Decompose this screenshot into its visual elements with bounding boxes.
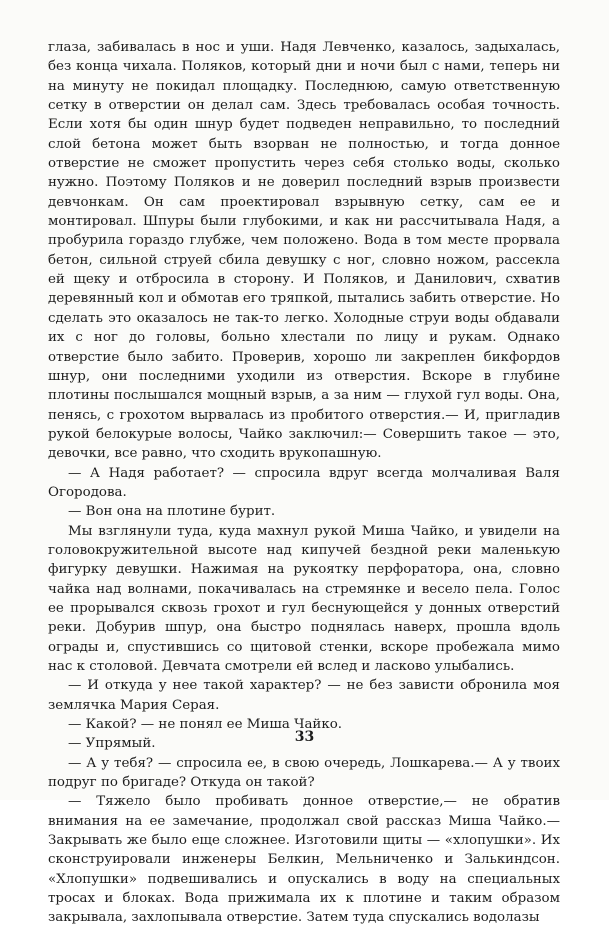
paragraph: — Вон она на плотине бурит. [68,504,276,520]
page-number: 33 [294,729,315,745]
paragraph: — И откуда у нее такой характер? — не без зависти обронила моя землячка Мария Серая. [48,678,560,713]
paragraph: — А Надя работает? — спросила вдруг всегда молчаливая Валя Огородова. [48,465,560,500]
paragraph: — Какой? — не понял ее Миша Чайко. [68,717,343,733]
paragraph: — Упрямый. [68,736,156,752]
paragraph: Мы взглянули туда, куда махнул рукой Миша Чайко, и увидели на головокружительной высоте над кипучей бездной реки маленькую фигурку девушки. Нажимая на рукоятку перфоратора, она, словно чайка над волнами, покачивалась на стремянке и весело пела. Голос ее прорывался сквозь грохот и гул беснующейся у донных отверстий реки. Добурив шпур, она быстро поднялась наверх, прошла вдоль ограды и, спустившись со щитовой стенки, вскоре пробежала мимо нас к столовой. Девчата смотрели ей вслед и ласково улыбались. [48,523,560,674]
body-text [48,38,560,928]
paragraph: глаза, забивалась в нос и уши. Надя Левченко, казалось, задыхалась, без конца чихала. Поляков, который дни и ночи был с нами, теперь ни на минуту не покидал площадку. Последнюю, самую ответственную сетку в отверстии он делал сам. Здесь требовалась особая точность. Если хотя бы один шнур будет подведен неправильно, то последний слой бетона может быть взорван не полностью, и тогда донное отверстие не сможет пропустить через себя столько воды, сколько нужно. Поэтому Поляков и не доверил последний взрыв произвести девчонкам. Он сам проектировал взрывную сетку, сам ее и монтировал. Шпуры были глубокими, и как ни рассчитывала Надя, а пробурила гораздо глубже, чем положено. Вода в том месте прорвала бетон, сильной струей сбила девушку с ног, словно ножом, рассекла ей щеку и отбросила в сторону. И Поляков, и Данилович, схватив деревянный кол и обмотав его тряпкой, пытались забить отверстие. Но сделать это оказалось не так-то легко. Холодные струи воды обдавали их с ног до головы, больно хлестали по лицу и рукам. Однако отверстие было забито. Проверив, хорошо ли закреплен бикфордов шнур, они последними уходили из отверстия. Вскоре в глубине плотины послышался мощный взрыв, а за ним — глухой гул воды. Она, пенясь, с грохотом вырвалась из пробитого отверстия.— И, пригладив рукой белокурые волосы, Чайко заключил:— Совершить такое — это, девочки, все равно, что сходить врукопашную. [48,40,560,462]
paragraph: — Тяжело было пробивать донное отверстие,— не обратив внимания на ее замечание, продолжал свой рассказ Миша Чайко.— Закрывать же было еще сложнее. Изготовили щиты — «хлопушки». Их сконструировали инженеры Белкин, Мельниченко и Залькиндсон. «Хлопушки» подвешивались и опускались в воду на специальных тросах и блоках. Вода прижимала их к плотине и таким образом закрывала, захлопывала отверстие. Затем туда спускались водолазы [48,794,560,926]
paragraph: — А у тебя? — спросила ее, в свою очередь, Лошкарева.— А у твоих подруг по бригаде? Откуда он такой? [48,755,560,791]
